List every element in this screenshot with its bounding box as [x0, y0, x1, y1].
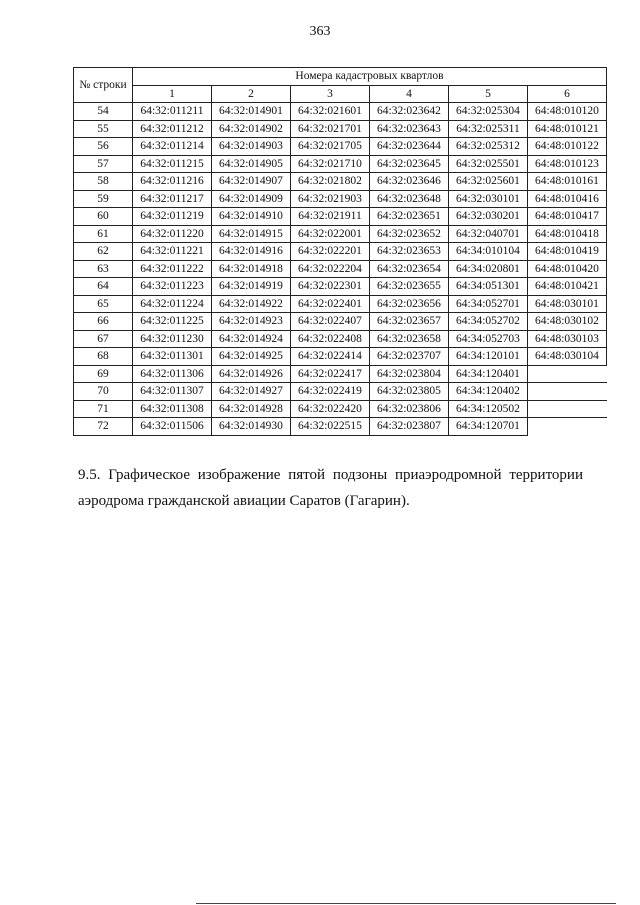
- cadastral-number-cell: 64:32:014919: [212, 278, 291, 296]
- table-row: [74, 348, 607, 366]
- table-row: [74, 208, 607, 226]
- cadastral-number-cell: 64:32:011224: [133, 295, 212, 313]
- cadastral-number-cell: 64:32:014903: [212, 138, 291, 156]
- cadastral-number-cell: 64:48:030103: [528, 330, 607, 348]
- column-number-row: [74, 85, 607, 103]
- table-row: [74, 365, 607, 383]
- cadastral-number-cell: 64:48:030101: [528, 295, 607, 313]
- cadastral-number-cell: 64:34:120502: [449, 400, 528, 418]
- cadastral-number-cell: 64:34:120701: [449, 418, 528, 436]
- cadastral-number-cell: 64:32:014902: [212, 120, 291, 138]
- cadastral-number-cell: 64:32:011301: [133, 348, 212, 366]
- cadastral-number-cell: 64:48:010121: [528, 120, 607, 138]
- row-number-cell: 58: [74, 173, 133, 191]
- cadastral-table: [73, 67, 607, 436]
- cadastral-number-cell: 64:32:030201: [449, 208, 528, 226]
- cadastral-number-cell: 64:32:023656: [370, 295, 449, 313]
- section-heading-line1: 9.5. Графическое изображение пятой подзоны приаэродромной территории: [78, 467, 583, 483]
- cadastral-number-cell: 64:32:014925: [212, 348, 291, 366]
- cadastral-numbers-header: Номера кадастровых квартлов: [133, 68, 607, 86]
- empty-cell: [528, 418, 607, 436]
- table-row: [74, 120, 607, 138]
- cadastral-number-cell: 64:32:014930: [212, 418, 291, 436]
- cadastral-number-cell: 64:32:011230: [133, 330, 212, 348]
- cadastral-number-cell: 64:32:023645: [370, 155, 449, 173]
- cadastral-number-cell: 64:32:011216: [133, 173, 212, 191]
- cadastral-number-cell: 64:48:010421: [528, 278, 607, 296]
- row-number-cell: 63: [74, 260, 133, 278]
- row-number-cell: 56: [74, 138, 133, 156]
- cadastral-number-cell: 64:32:021903: [291, 190, 370, 208]
- cadastral-number-cell: 64:32:014905: [212, 155, 291, 173]
- table-row: [74, 295, 607, 313]
- cadastral-number-cell: 64:32:025312: [449, 138, 528, 156]
- cadastral-number-cell: 64:32:011506: [133, 418, 212, 436]
- cadastral-number-cell: 64:34:052701: [449, 295, 528, 313]
- cadastral-number-cell: 64:32:011222: [133, 260, 212, 278]
- cadastral-number-cell: 64:32:023652: [370, 225, 449, 243]
- column-number-header: 6: [528, 85, 607, 103]
- row-number-cell: 69: [74, 365, 133, 383]
- cadastral-number-cell: 64:32:014901: [212, 103, 291, 121]
- cadastral-number-cell: 64:32:022204: [291, 260, 370, 278]
- table-row: [74, 313, 607, 331]
- cadastral-number-cell: 64:48:010420: [528, 260, 607, 278]
- cadastral-number-cell: 64:32:022408: [291, 330, 370, 348]
- cadastral-number-cell: 64:48:010161: [528, 173, 607, 191]
- table-row: [74, 103, 607, 121]
- row-number-cell: 70: [74, 383, 133, 401]
- cadastral-number-cell: 64:32:011211: [133, 103, 212, 121]
- cadastral-number-cell: 64:32:022301: [291, 278, 370, 296]
- table-row: [74, 225, 607, 243]
- cadastral-number-cell: 64:32:022417: [291, 365, 370, 383]
- cadastral-number-cell: 64:32:014927: [212, 383, 291, 401]
- empty-cell: [528, 400, 607, 418]
- cadastral-number-cell: 64:32:023651: [370, 208, 449, 226]
- cadastral-number-cell: 64:32:022419: [291, 383, 370, 401]
- cadastral-number-cell: 64:32:011217: [133, 190, 212, 208]
- page-bottom-divider: [196, 903, 616, 904]
- page-number: 363: [309, 24, 331, 39]
- cadastral-number-cell: 64:32:023648: [370, 190, 449, 208]
- cadastral-number-cell: 64:32:022420: [291, 400, 370, 418]
- cadastral-number-cell: 64:32:030101: [449, 190, 528, 208]
- cadastral-number-cell: 64:32:011223: [133, 278, 212, 296]
- cadastral-number-cell: 64:32:023653: [370, 243, 449, 261]
- cadastral-number-cell: 64:32:011306: [133, 365, 212, 383]
- cadastral-number-cell: 64:32:023805: [370, 383, 449, 401]
- column-number-header: 4: [370, 85, 449, 103]
- section-heading-line2: аэродрома гражданской авиации Саратов (Гагарин).: [78, 493, 410, 509]
- row-number-header: № строки: [74, 68, 133, 103]
- row-number-cell: 64: [74, 278, 133, 296]
- cadastral-number-cell: 64:32:023806: [370, 400, 449, 418]
- column-number-header: 1: [133, 85, 212, 103]
- cadastral-number-cell: 64:32:011225: [133, 313, 212, 331]
- table-row: [74, 278, 607, 296]
- row-number-cell: 57: [74, 155, 133, 173]
- cadastral-number-cell: 64:32:014909: [212, 190, 291, 208]
- cadastral-number-cell: 64:32:023646: [370, 173, 449, 191]
- cadastral-number-cell: 64:34:052702: [449, 313, 528, 331]
- cadastral-number-cell: 64:32:025501: [449, 155, 528, 173]
- row-number-cell: 61: [74, 225, 133, 243]
- table-row: [74, 138, 607, 156]
- cadastral-number-cell: 64:34:051301: [449, 278, 528, 296]
- cadastral-number-cell: 64:32:023658: [370, 330, 449, 348]
- table-body: [74, 103, 607, 436]
- cadastral-number-cell: 64:34:120101: [449, 348, 528, 366]
- cadastral-number-cell: 64:32:011219: [133, 208, 212, 226]
- cadastral-number-cell: 64:32:014926: [212, 365, 291, 383]
- column-number-header: 2: [212, 85, 291, 103]
- row-number-cell: 60: [74, 208, 133, 226]
- cadastral-number-cell: 64:48:030104: [528, 348, 607, 366]
- cadastral-number-cell: 64:32:021802: [291, 173, 370, 191]
- cadastral-number-cell: 64:34:120401: [449, 365, 528, 383]
- cadastral-number-cell: 64:34:020801: [449, 260, 528, 278]
- cadastral-number-cell: 64:32:011308: [133, 400, 212, 418]
- cadastral-number-cell: 64:48:010123: [528, 155, 607, 173]
- cadastral-number-cell: 64:32:022407: [291, 313, 370, 331]
- cadastral-number-cell: 64:32:023807: [370, 418, 449, 436]
- table-row: [74, 173, 607, 191]
- table-row: [74, 243, 607, 261]
- cadastral-number-cell: 64:32:023804: [370, 365, 449, 383]
- cadastral-number-cell: 64:32:025601: [449, 173, 528, 191]
- cadastral-number-cell: 64:34:010104: [449, 243, 528, 261]
- section-heading: [78, 462, 583, 514]
- cadastral-number-cell: 64:48:010122: [528, 138, 607, 156]
- empty-cell: [528, 365, 607, 383]
- table-row: [74, 418, 607, 436]
- cadastral-number-cell: 64:32:021705: [291, 138, 370, 156]
- cadastral-number-cell: 64:32:011221: [133, 243, 212, 261]
- cadastral-number-cell: 64:32:014928: [212, 400, 291, 418]
- cadastral-number-cell: 64:48:030102: [528, 313, 607, 331]
- cadastral-number-cell: 64:32:023643: [370, 120, 449, 138]
- cadastral-number-cell: 64:32:014922: [212, 295, 291, 313]
- row-number-cell: 68: [74, 348, 133, 366]
- row-number-cell: 54: [74, 103, 133, 121]
- cadastral-number-cell: 64:48:010418: [528, 225, 607, 243]
- table-row: [74, 260, 607, 278]
- cadastral-number-cell: 64:32:014918: [212, 260, 291, 278]
- cadastral-number-cell: 64:32:021911: [291, 208, 370, 226]
- empty-cell: [528, 383, 607, 401]
- row-number-cell: 59: [74, 190, 133, 208]
- cadastral-number-cell: 64:32:021701: [291, 120, 370, 138]
- cadastral-number-cell: 64:32:022515: [291, 418, 370, 436]
- cadastral-number-cell: 64:34:120402: [449, 383, 528, 401]
- column-number-header: 5: [449, 85, 528, 103]
- table-row: [74, 155, 607, 173]
- row-number-cell: 55: [74, 120, 133, 138]
- cadastral-number-cell: 64:32:014915: [212, 225, 291, 243]
- cadastral-number-cell: 64:32:014923: [212, 313, 291, 331]
- table-row: [74, 330, 607, 348]
- cadastral-number-cell: 64:32:014907: [212, 173, 291, 191]
- cadastral-number-cell: 64:32:021601: [291, 103, 370, 121]
- table-row: [74, 190, 607, 208]
- cadastral-number-cell: 64:32:014910: [212, 208, 291, 226]
- cadastral-number-cell: 64:48:010417: [528, 208, 607, 226]
- cadastral-number-cell: 64:32:021710: [291, 155, 370, 173]
- cadastral-number-cell: 64:34:052703: [449, 330, 528, 348]
- row-number-cell: 66: [74, 313, 133, 331]
- cadastral-number-cell: 64:32:025304: [449, 103, 528, 121]
- cadastral-number-cell: 64:32:040701: [449, 225, 528, 243]
- cadastral-number-cell: 64:32:011220: [133, 225, 212, 243]
- cadastral-number-cell: 64:32:023707: [370, 348, 449, 366]
- cadastral-number-cell: 64:32:014916: [212, 243, 291, 261]
- cadastral-number-cell: 64:32:022414: [291, 348, 370, 366]
- cadastral-number-cell: 64:32:023654: [370, 260, 449, 278]
- cadastral-number-cell: 64:48:010120: [528, 103, 607, 121]
- cadastral-number-cell: 64:32:023642: [370, 103, 449, 121]
- cadastral-number-cell: 64:32:022401: [291, 295, 370, 313]
- table-row: [74, 383, 607, 401]
- row-number-cell: 62: [74, 243, 133, 261]
- cadastral-number-cell: 64:32:011214: [133, 138, 212, 156]
- cadastral-number-cell: 64:32:011212: [133, 120, 212, 138]
- row-number-cell: 67: [74, 330, 133, 348]
- row-number-cell: 65: [74, 295, 133, 313]
- cadastral-number-cell: 64:48:010419: [528, 243, 607, 261]
- cadastral-number-cell: 64:32:011307: [133, 383, 212, 401]
- table-row: [74, 400, 607, 418]
- cadastral-number-cell: 64:32:014924: [212, 330, 291, 348]
- row-number-cell: 71: [74, 400, 133, 418]
- cadastral-number-cell: 64:32:011215: [133, 155, 212, 173]
- row-number-cell: 72: [74, 418, 133, 436]
- cadastral-number-cell: 64:32:022201: [291, 243, 370, 261]
- cadastral-number-cell: 64:32:023657: [370, 313, 449, 331]
- column-number-header: 3: [291, 85, 370, 103]
- cadastral-number-cell: 64:48:010416: [528, 190, 607, 208]
- cadastral-number-cell: 64:32:025311: [449, 120, 528, 138]
- cadastral-number-cell: 64:32:023644: [370, 138, 449, 156]
- cadastral-number-cell: 64:32:023655: [370, 278, 449, 296]
- cadastral-number-cell: 64:32:022001: [291, 225, 370, 243]
